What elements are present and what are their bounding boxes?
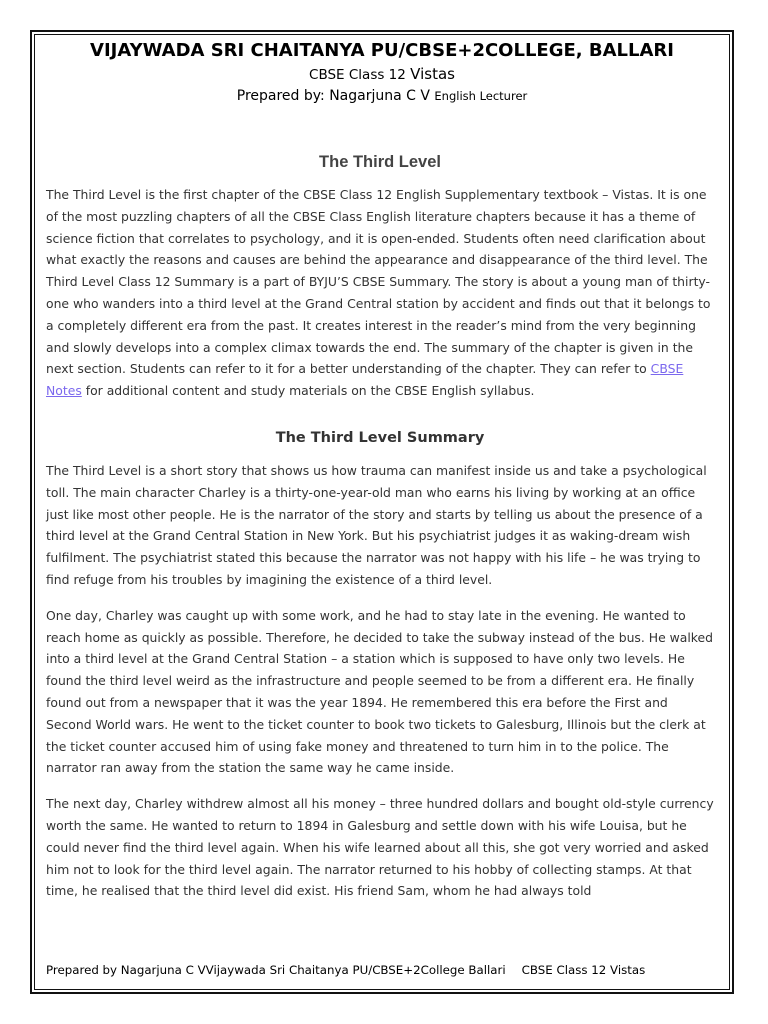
intro-paragraph: [46, 184, 714, 402]
college-name: VIJAYWADA SRI CHAITANYA PU/CBSE+2COLLEGE, BALLARI: [90, 40, 674, 61]
document-body: [46, 150, 714, 902]
page-footer: [46, 963, 726, 977]
cbse-notes-link[interactable]: CBSE Notes: [46, 361, 684, 399]
intro-text-start: The Third Level is the first chapter of the CBSE Class 12 English Supplementary textbook – Vistas. It is one of the most puzzling chapters of all the CBSE Class English literature chapters because it has a theme of science fiction that correlates to psychology, and it is open-ended. Students often need clarification about what exactly the reasons and causes are behind the appearance and disappearance of the third level. The Third Level Class 12 Summary is a part of BYJU’S CBSE Summary. The story is about a young man of thirty-one who wanders into a third level at the Grand Central station by accident and finds out that it belongs to a completely different era from the past. It creates interest in the reader’s mind from the very beginning and slowly develops into a complex climax towards the end. The summary of the chapter is given in the next section. Students can refer to it for a better understanding of the chapter. They can refer to: [46, 187, 711, 377]
footer-right: CBSE Class 12 Vistas: [521, 963, 646, 977]
footer-left: Prepared by Nagarjuna C VVijaywada Sri Chaitanya PU/CBSE+2College Ballari: [46, 963, 506, 977]
class-subject: Vistas: [410, 65, 455, 83]
class-label: CBSE Class 12: [309, 67, 406, 83]
summary-paragraph-3: The next day, Charley withdrew almost all his money – three hundred dollars and bought old-style currency worth the same. He wanted to return to 1894 in Galesburg and settle down with his wife Louisa, but he could never find the third level again. When his wife learned about all this, she got very worried and asked him not to look for the third level again. The narrator returned to his hobby of collecting stamps. At that time, he realised that the third level did exist. His friend Sam, whom he had always told: [46, 796, 714, 899]
prepared-by-line: [36, 85, 728, 107]
author-role: English Lecturer: [434, 89, 528, 103]
summary-paragraph-1: The Third Level is a short story that shows us how trauma can manifest inside us and take a psychological toll. The main character Charley is a thirty-one-year-old man who earns his living by working at an office just like most other people. He is the narrator of the story and starts by telling us about the presence of a third level at the Grand Central Station in New York. But his psychiatrist judges it as waking-dream wish fulfilment. The psychiatrist stated this because the narrator was not happy with his life – he was trying to find refuge from his troubles by imagining the existence of a third level.: [46, 462, 707, 587]
prepared-by: Prepared by: Nagarjuna C V: [236, 88, 430, 104]
summary-title: The Third Level Summary: [275, 429, 485, 446]
intro-text-end: for additional content and study materials on the CBSE English syllabus.: [81, 383, 535, 399]
chapter-title: The Third Level: [319, 153, 441, 171]
summary-paragraph-2: One day, Charley was caught up with some work, and he had to stay late in the evening. He wanted to reach home as quickly as possible. Therefore, he decided to take the subway instead of the bus. He walked into a third level at the Grand Central Station – a station which is supposed to have only two levels. He found the third level weird as the infrastructure and people seemed to be from a different era. He finally found out from a newspaper that it was the year 1894. He remembered this era before the First and Second World wars. He went to the ticket counter to book two tickets to Galesburg, Illinois but the clerk at the ticket counter accused him of using fake money and threatened to turn him in to the police. The narrator ran away from the station the same way he came inside.: [46, 607, 714, 776]
document-header: [36, 38, 728, 107]
class-line: [36, 64, 728, 85]
